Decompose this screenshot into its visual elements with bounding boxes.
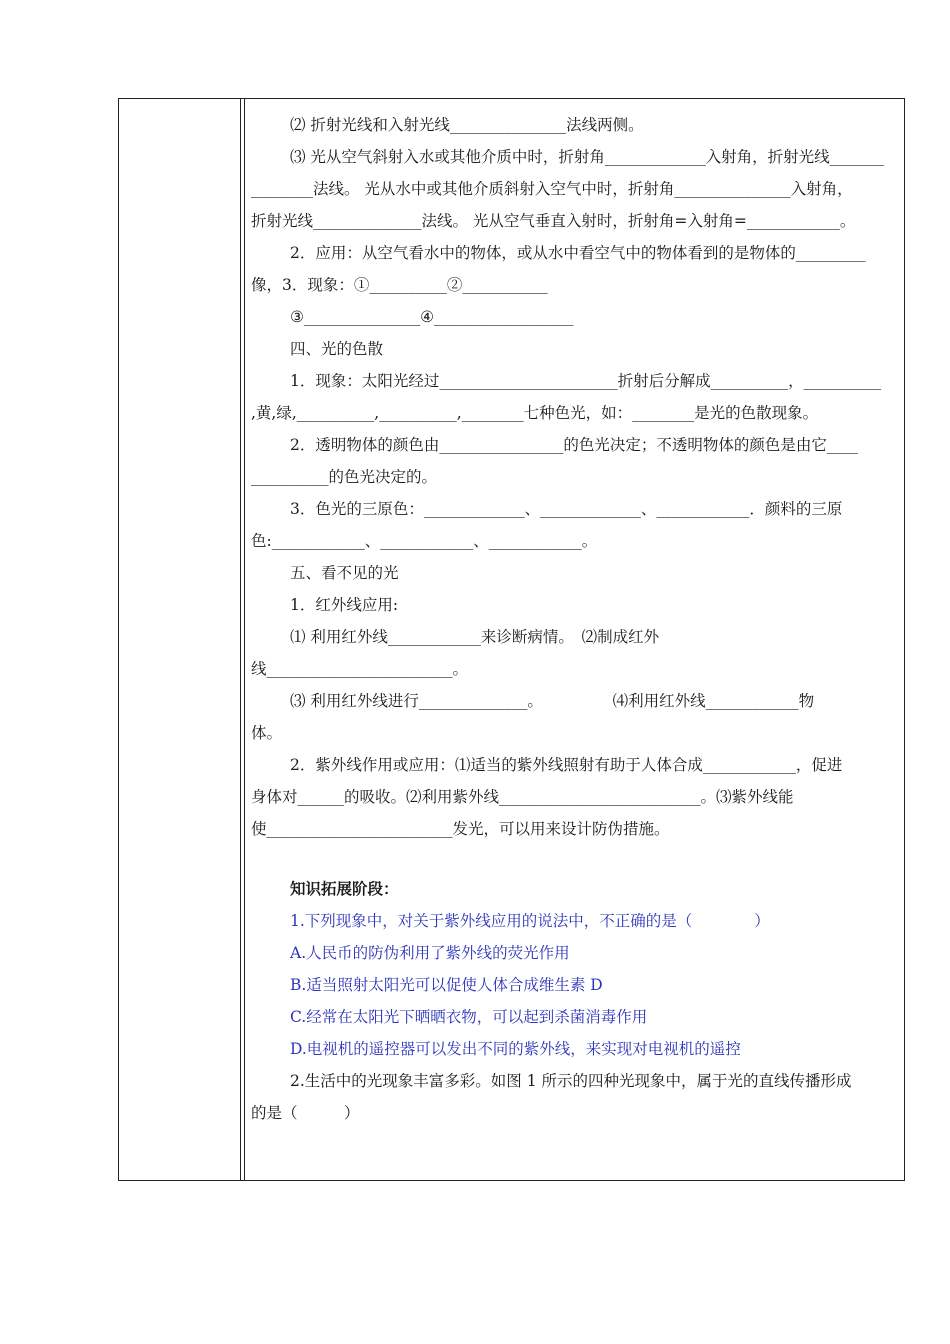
text-line: ⑶ 利用红外线进行______________。 ⑷利用红外线____________物 (290, 692, 815, 710)
text-line: 2.生活中的光现象丰富多彩。如图 1 所示的四种光现象中，属于光的直线传播形成 (290, 1072, 852, 1090)
column-divider-inner (244, 98, 245, 1181)
text-line: 体。 (251, 724, 283, 742)
text-line: ③_______________④__________________ (290, 308, 574, 326)
text-line: 的是（ ） (251, 1104, 360, 1122)
text-line: 四、光的色散 (290, 340, 384, 358)
text-line: 五、看不见的光 (290, 564, 399, 582)
text-line: 知识拓展阶段： (290, 879, 399, 898)
text-line: 色:____________、____________、____________。 (251, 532, 598, 550)
text-line: ________法线。 光从水中或其他介质斜射入空气中时，折射角_______________入射角， (251, 180, 853, 198)
text-line: ,黄,绿,__________,__________,________七种色光，如：________是光的色散现象。 (251, 404, 819, 422)
text-line: 2．透明物体的颜色由________________的色光决定；不透明物体的颜色是由它____ (290, 436, 858, 454)
text-line: 1.下列现象中，对关于紫外线应用的说法中，不正确的是（ ） (290, 912, 770, 930)
column-divider (240, 98, 241, 1181)
text-line: 折射光线______________法线。 光从空气垂直入射时，折射角=入射角=____________。 (251, 212, 856, 230)
text-line: 2．紫外线作用或应用：⑴适当的紫外线照射有助于人体合成____________，促进 (290, 756, 843, 774)
text-line: C.经常在太阳光下晒晒衣物，可以起到杀菌消毒作用 (290, 1008, 648, 1026)
text-line: 1．红外线应用: (290, 596, 399, 614)
text-line: 1．现象：太阳光经过_______________________折射后分解成__________，__________ (290, 372, 882, 390)
text-line: 3．色光的三原色：_____________、_____________、____________．颜料的三原 (290, 500, 843, 518)
text-line: 2．应用：从空气看水中的物体，或从水中看空气中的物体看到的是物体的_________ (290, 244, 866, 262)
text-line: ⑵ 折射光线和入射光线_______________法线两侧。 (290, 116, 644, 134)
text-line: 像，3．现象：①__________②___________ (251, 276, 548, 294)
text-line: 使________________________发光，可以用来设计防伪措施。 (251, 820, 670, 838)
text-line: 身体对______的吸收。⑵利用紫外线__________________________。⑶紫外线能 (251, 788, 794, 806)
text-line: B.适当照射太阳光可以促使人体合成维生素 D (290, 976, 603, 994)
text-line: ⑴ 利用红外线____________来诊断病情。 ⑵制成红外 (290, 628, 660, 646)
text-line: 线________________________。 (251, 660, 469, 678)
text-line: A.人民币的防伪利用了紫外线的荧光作用 (290, 944, 570, 962)
text-line: ⑶ 光从空气斜射入水或其他介质中时，折射角_____________入射角，折射光线_______ (290, 148, 884, 166)
text-line: __________的色光决定的。 (251, 468, 438, 486)
text-line: D.电视机的遥控器可以发出不同的紫外线，来实现对电视机的遥控 (290, 1040, 741, 1058)
